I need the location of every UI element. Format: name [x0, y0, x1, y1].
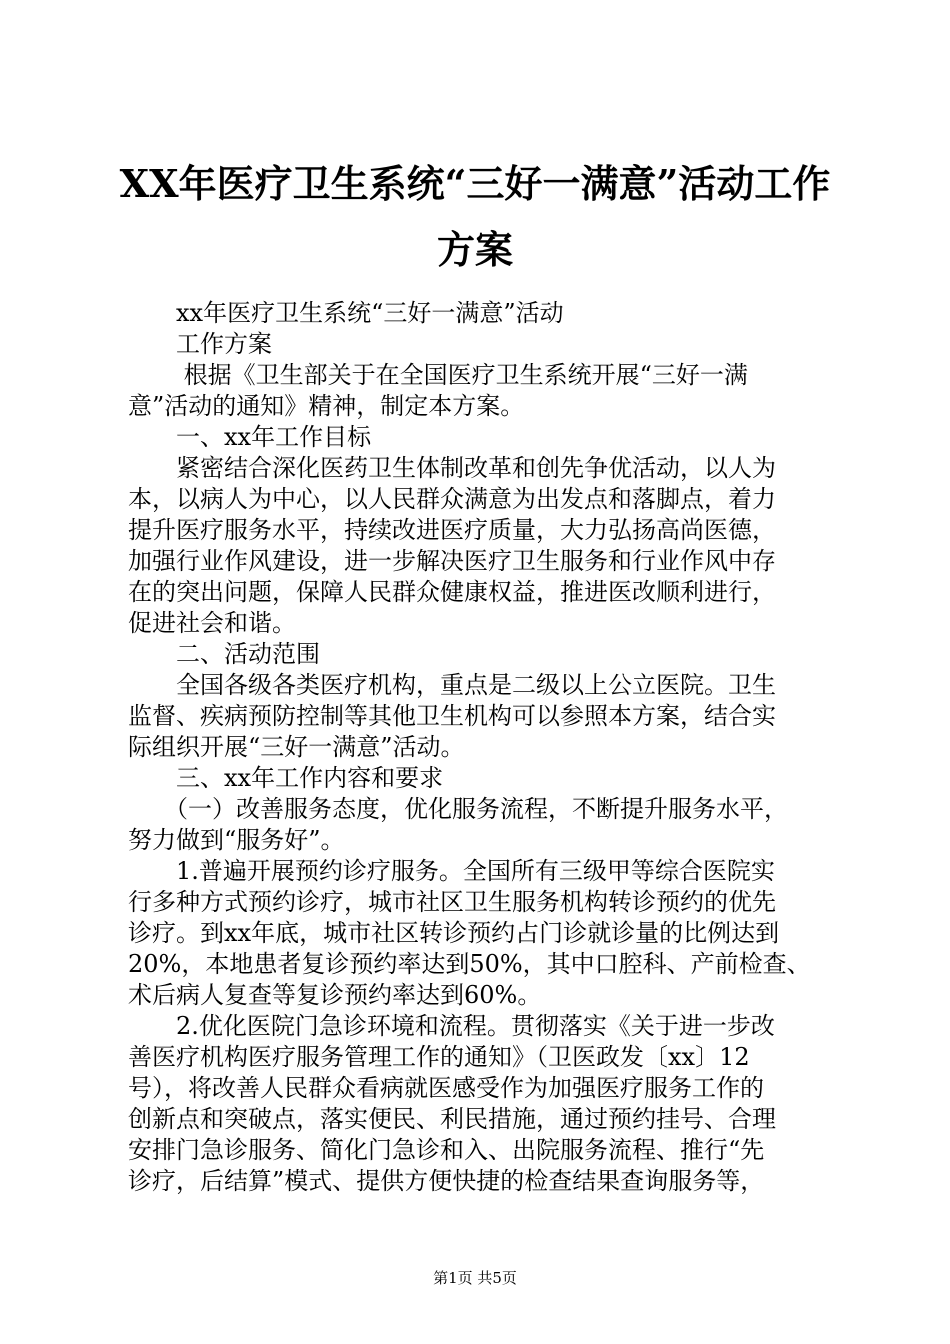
body-line: 诊疗，后结算”模式、提供方便快捷的检查结果查询服务等， [128, 1167, 765, 1195]
body-line: 紧密结合深化医药卫生体制改革和创先争优活动，以人为 [128, 454, 776, 482]
body-line: 本，以病人为中心，以人民群众满意为出发点和落脚点，着力 [128, 485, 776, 513]
body-line: 安排门急诊服务、简化门急诊和入、出院服务流程、推行“先 [128, 1136, 765, 1164]
body-line: xx年医疗卫生系统“三好一满意”活动 [128, 299, 564, 327]
page-footer: 第1页 共5页 [433, 1269, 517, 1287]
section-heading: 二、活动范围 [128, 640, 320, 668]
body-line: 加强行业作风建设，进一步解决医疗卫生服务和行业作风中存 [128, 547, 776, 575]
body-line: 努力做到“服务好”。 [128, 826, 345, 854]
document-title-line-2: 方案 [436, 227, 513, 272]
body-line: 在的突出问题，保障人民群众健康权益，推进医改顺利进行， [128, 578, 776, 606]
document-body [128, 298, 832, 1197]
body-line: 提升医疗服务水平，持续改进医疗质量，大力弘扬高尚医德， [128, 516, 776, 544]
body-line: 全国各级各类医疗机构，重点是二级以上公立医院。卫生 [128, 671, 776, 699]
body-line: 意”活动的通知》精神，制定本方案。 [128, 392, 525, 420]
body-line: 2.优化医院门急诊环境和流程。贯彻落实《关于进一步改 [128, 1012, 775, 1040]
document-title-line-1: XX年医疗卫生系统“三好一满意”活动工作 [119, 161, 831, 206]
body-line: 20%，本地患者复诊预约率达到50%，其中口腔科、产前检查、 [128, 950, 811, 978]
body-line: 诊疗。到xx年底，城市社区转诊预约占门诊就诊量的比例达到 [128, 919, 780, 947]
body-line: 术后病人复查等复诊预约率达到60%。 [128, 981, 542, 1009]
section-heading: 三、xx年工作内容和要求 [128, 764, 444, 792]
body-line: 监督、疾病预防控制等其他卫生机构可以参照本方案，结合实 [128, 702, 776, 730]
body-line: 创新点和突破点，落实便民、利民措施，通过预约挂号、合理 [128, 1105, 776, 1133]
section-heading: 一、xx年工作目标 [128, 423, 372, 451]
body-line: （一）改善服务态度，优化服务流程，不断提升服务水平， [128, 795, 788, 823]
body-line: 促进社会和谐。 [128, 609, 296, 637]
body-line: 根据《卫生部关于在全国医疗卫生系统开展“三好一满 [128, 361, 748, 389]
body-line: 际组织开展“三好一满意”活动。 [128, 733, 465, 761]
body-line: 行多种方式预约诊疗，城市社区卫生服务机构转诊预约的优先 [128, 888, 776, 916]
body-line: 工作方案 [128, 330, 272, 358]
body-line: 善医疗机构医疗服务管理工作的通知》（卫医政发〔xx〕12 [128, 1043, 750, 1071]
body-line: 号），将改善人民群众看病就医感受作为加强医疗服务工作的 [128, 1074, 764, 1102]
body-line: 1.普遍开展预约诊疗服务。全国所有三级甲等综合医院实 [128, 857, 775, 885]
